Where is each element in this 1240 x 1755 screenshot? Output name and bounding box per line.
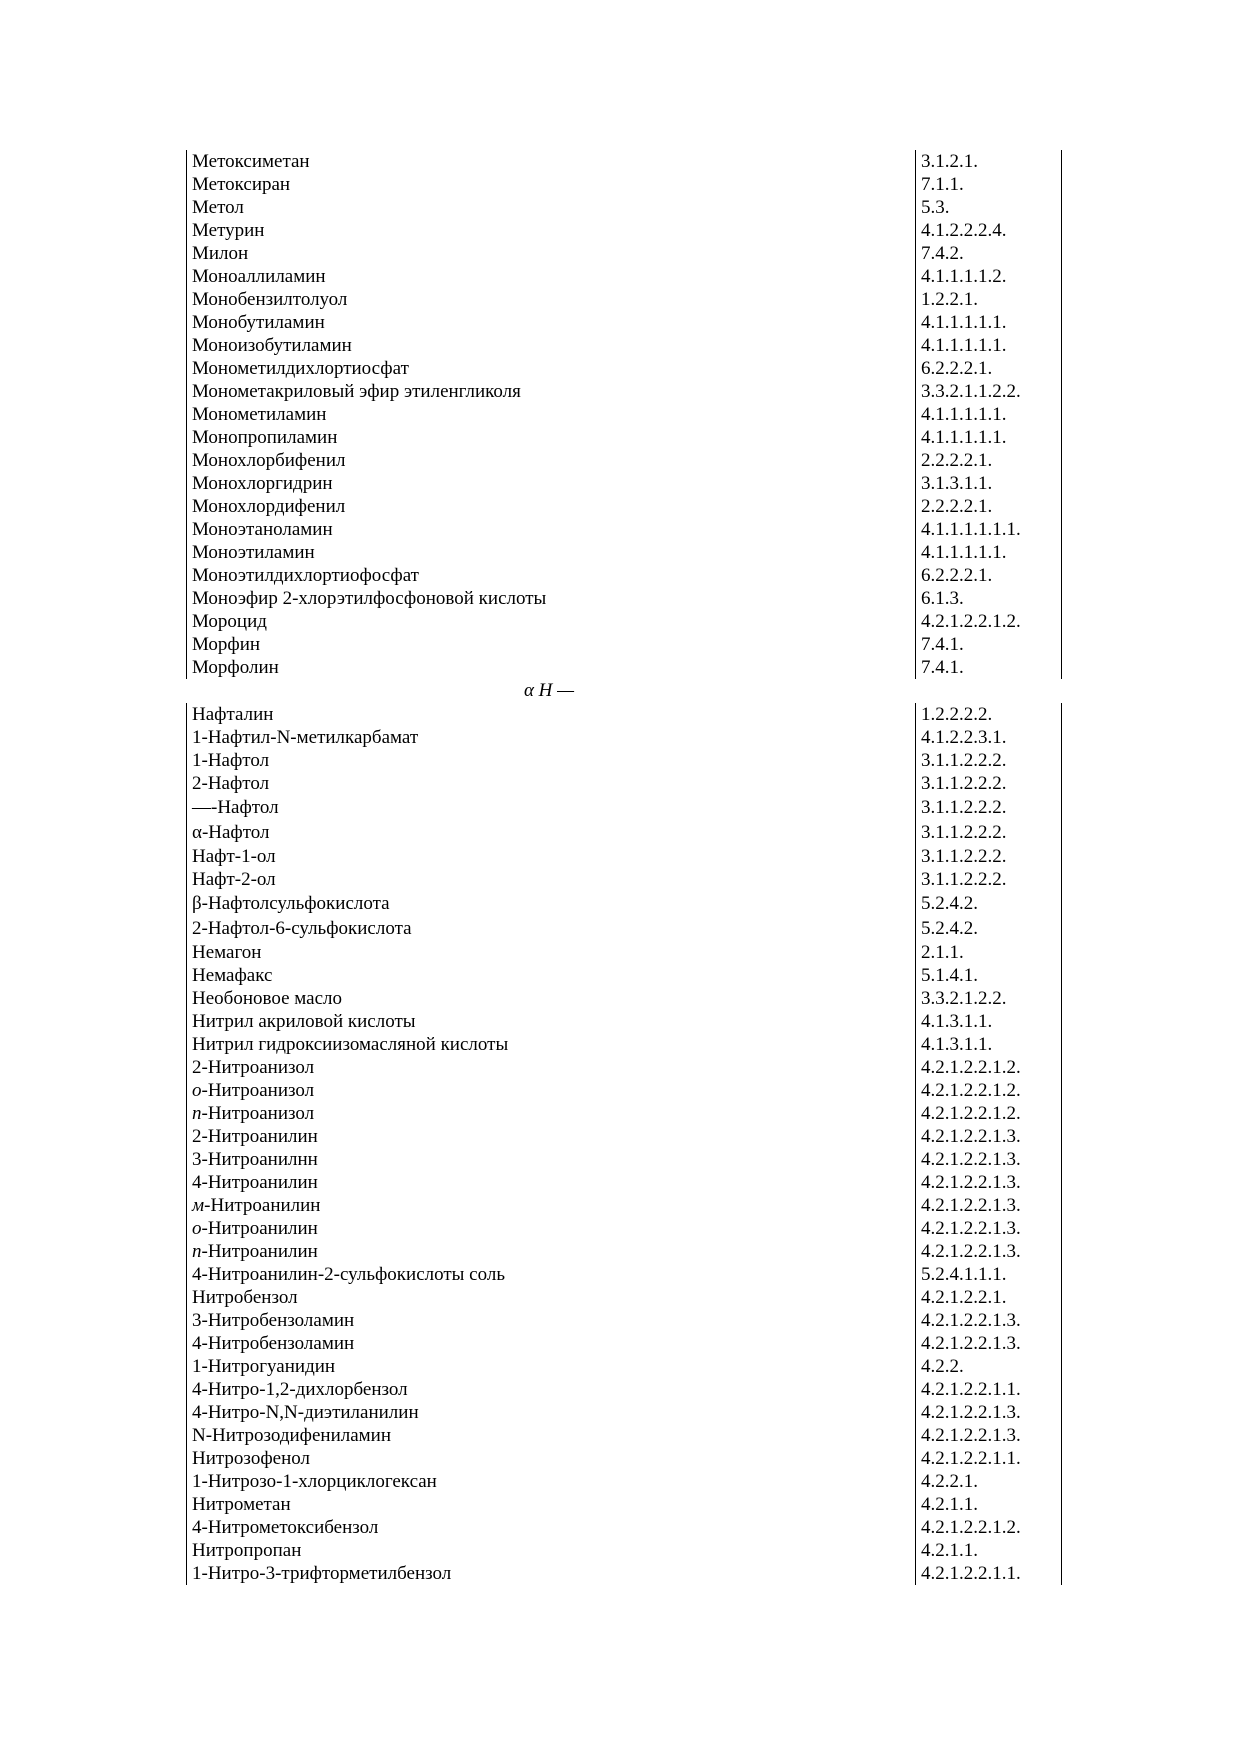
table-row bbox=[187, 1079, 1062, 1102]
table-row bbox=[187, 518, 1062, 541]
classification-code: 4.1.3.1.1. bbox=[916, 1033, 1062, 1056]
table-row bbox=[187, 633, 1062, 656]
section-header: α H — bbox=[523, 680, 575, 701]
table-row bbox=[187, 196, 1062, 219]
classification-code: 2.1.1. bbox=[916, 941, 1062, 964]
substance-name: 2-Нитроанилин bbox=[187, 1125, 916, 1148]
table-row bbox=[187, 426, 1062, 449]
classification-code: 3.1.1.2.2.2. bbox=[916, 795, 1062, 820]
substance-name: N-Нитрозодифениламин bbox=[187, 1424, 916, 1447]
table-row bbox=[187, 150, 1062, 173]
classification-code: 4.2.1.2.2.1.3. bbox=[916, 1401, 1062, 1424]
table-row bbox=[187, 820, 1062, 845]
substance-name: 2-Нафтол bbox=[187, 772, 916, 795]
substance-name: Монохлордифенил bbox=[187, 495, 916, 518]
table-row bbox=[187, 265, 1062, 288]
substance-name: Монобутиламин bbox=[187, 311, 916, 334]
substance-name: α-Нафтол bbox=[187, 820, 916, 845]
table-row bbox=[187, 1263, 1062, 1286]
classification-code: 4.1.1.1.1.1. bbox=[916, 311, 1062, 334]
substance-name: Немагон bbox=[187, 941, 916, 964]
classification-code: 4.2.1.2.2.1.1. bbox=[916, 1447, 1062, 1470]
substance-name bbox=[187, 1217, 916, 1240]
substance-name: Немафакс bbox=[187, 964, 916, 987]
table-row bbox=[187, 1516, 1062, 1539]
table-row bbox=[187, 795, 1062, 820]
classification-code: 3.1.1.2.2.2. bbox=[916, 749, 1062, 772]
classification-code: 4.2.1.2.2.1.3. bbox=[916, 1424, 1062, 1447]
classification-code: 4.2.1.2.2.1.2. bbox=[916, 1079, 1062, 1102]
substance-name: Морфолин bbox=[187, 656, 916, 679]
table-row bbox=[187, 380, 1062, 403]
substance-name: Нитрил гидроксиизомасляной кислоты bbox=[187, 1033, 916, 1056]
substance-name: Милон bbox=[187, 242, 916, 265]
substance-name: 1-Нитро-3-трифторметилбензол bbox=[187, 1562, 916, 1585]
classification-code: 4.2.1.2.2.1.3. bbox=[916, 1194, 1062, 1217]
classification-code: 4.2.1.2.2.1.3. bbox=[916, 1309, 1062, 1332]
substance-name: Моноэфир 2-хлорэтилфосфоновой кислоты bbox=[187, 587, 916, 610]
classification-code: 5.3. bbox=[916, 196, 1062, 219]
table-row bbox=[187, 891, 1062, 916]
substance-name: Монобензилтолуол bbox=[187, 288, 916, 311]
table-row bbox=[187, 1332, 1062, 1355]
table-row bbox=[187, 495, 1062, 518]
chemical-index-table bbox=[186, 150, 1062, 1585]
table-row bbox=[187, 288, 1062, 311]
classification-code: 4.2.1.2.2.1.2. bbox=[916, 1056, 1062, 1079]
substance-name: Нафт-2-ол bbox=[187, 868, 916, 891]
substance-name: 4-Нитро-N,N-диэтиланилин bbox=[187, 1401, 916, 1424]
classification-code: 4.2.2. bbox=[916, 1355, 1062, 1378]
substance-name bbox=[187, 1079, 916, 1102]
table-row bbox=[187, 1033, 1062, 1056]
classification-code: 4.2.1.2.2.1.2. bbox=[916, 610, 1062, 633]
table-row bbox=[187, 311, 1062, 334]
table-row bbox=[187, 173, 1062, 196]
classification-code: 4.2.1.1. bbox=[916, 1539, 1062, 1562]
table-row bbox=[187, 1125, 1062, 1148]
table-row bbox=[187, 334, 1062, 357]
classification-code: 6.1.3. bbox=[916, 587, 1062, 610]
classification-code: 6.2.2.2.1. bbox=[916, 357, 1062, 380]
classification-code: 4.2.1.2.2.1.2. bbox=[916, 1102, 1062, 1125]
classification-code: 3.1.1.2.2.2. bbox=[916, 772, 1062, 795]
isomer-prefix: о bbox=[192, 1080, 202, 1101]
table-row bbox=[187, 1286, 1062, 1309]
substance-name: Моноизобутиламин bbox=[187, 334, 916, 357]
table-row bbox=[187, 472, 1062, 495]
table-row bbox=[187, 1102, 1062, 1125]
table-row bbox=[187, 541, 1062, 564]
table-row bbox=[187, 964, 1062, 987]
classification-code: 4.2.2.1. bbox=[916, 1470, 1062, 1493]
classification-code: 5.2.4.2. bbox=[916, 891, 1062, 916]
substance-name bbox=[187, 1240, 916, 1263]
table-row bbox=[187, 564, 1062, 587]
table-row bbox=[187, 845, 1062, 868]
classification-code: 1.2.2.1. bbox=[916, 288, 1062, 311]
classification-code: 4.2.1.2.2.1.1. bbox=[916, 1378, 1062, 1401]
classification-code: 4.2.1.1. bbox=[916, 1493, 1062, 1516]
substance-name: Монометиламин bbox=[187, 403, 916, 426]
substance-name: Нитрозофенол bbox=[187, 1447, 916, 1470]
table-row bbox=[187, 1562, 1062, 1585]
table-row bbox=[187, 1194, 1062, 1217]
substance-name: 4-Нитро-1,2-дихлорбензол bbox=[187, 1378, 916, 1401]
substance-name: 4-Нитроанилин-2-сульфокислоты соль bbox=[187, 1263, 916, 1286]
table-row bbox=[187, 1240, 1062, 1263]
classification-code: 4.1.1.1.1.1. bbox=[916, 403, 1062, 426]
table-row bbox=[187, 1378, 1062, 1401]
table-row bbox=[187, 656, 1062, 679]
substance-name: Монохлорбифенил bbox=[187, 449, 916, 472]
substance-name: 4-Нитроанилин bbox=[187, 1171, 916, 1194]
classification-code: 4.2.1.2.2.1.1. bbox=[916, 1562, 1062, 1585]
isomer-prefix: м bbox=[192, 1195, 205, 1216]
table-row bbox=[187, 1424, 1062, 1447]
substance-name: Нитробензол bbox=[187, 1286, 916, 1309]
table-row bbox=[187, 610, 1062, 633]
classification-code: 4.1.1.1.1.2. bbox=[916, 265, 1062, 288]
substance-name: Моноэтаноламин bbox=[187, 518, 916, 541]
classification-code: 4.1.2.2.3.1. bbox=[916, 726, 1062, 749]
classification-code: 2.2.2.2.1. bbox=[916, 495, 1062, 518]
substance-name-rest: -Нитроанизол bbox=[201, 1080, 315, 1101]
substance-name-rest: -Нитроанизол bbox=[201, 1103, 315, 1124]
classification-code: 4.2.1.2.2.1.3. bbox=[916, 1217, 1062, 1240]
classification-code: 7.4.1. bbox=[916, 633, 1062, 656]
index-rows-n bbox=[187, 703, 1062, 1585]
isomer-prefix: п bbox=[192, 1241, 202, 1262]
substance-name: Монопропиламин bbox=[187, 426, 916, 449]
substance-name: Монометилдихлортиосфат bbox=[187, 357, 916, 380]
table-row bbox=[187, 242, 1062, 265]
classification-code: 3.3.2.1.2.2. bbox=[916, 987, 1062, 1010]
isomer-prefix: о bbox=[192, 1218, 202, 1239]
table-row bbox=[187, 1171, 1062, 1194]
classification-code: 5.2.4.1.1.1. bbox=[916, 1263, 1062, 1286]
substance-name: 1-Нитрозо-1-хлорциклогексан bbox=[187, 1470, 916, 1493]
classification-code: 2.2.2.2.1. bbox=[916, 449, 1062, 472]
substance-name: Нитрометан bbox=[187, 1493, 916, 1516]
substance-name: 1-Нафтил-N-метилкарбамат bbox=[187, 726, 916, 749]
table-row bbox=[187, 749, 1062, 772]
table-row bbox=[187, 987, 1062, 1010]
classification-code: 7.1.1. bbox=[916, 173, 1062, 196]
table-row bbox=[187, 1447, 1062, 1470]
classification-code: 5.1.4.1. bbox=[916, 964, 1062, 987]
classification-code: 4.2.1.2.2.1. bbox=[916, 1286, 1062, 1309]
table-row bbox=[187, 1539, 1062, 1562]
classification-code: 6.2.2.2.1. bbox=[916, 564, 1062, 587]
classification-code: 3.3.2.1.1.2.2. bbox=[916, 380, 1062, 403]
classification-code: 7.4.2. bbox=[916, 242, 1062, 265]
substance-name: Мороцид bbox=[187, 610, 916, 633]
classification-code: 4.2.1.2.2.1.3. bbox=[916, 1240, 1062, 1263]
table-row bbox=[187, 772, 1062, 795]
substance-name-rest: -Нитроанилин bbox=[204, 1195, 321, 1216]
classification-code: 4.1.1.1.1.1. bbox=[916, 334, 1062, 357]
table-row bbox=[187, 1010, 1062, 1033]
isomer-prefix: п bbox=[192, 1103, 202, 1124]
table-row bbox=[187, 868, 1062, 891]
table-row bbox=[187, 403, 1062, 426]
table-row bbox=[187, 587, 1062, 610]
substance-name: 4-Нитрометоксибензол bbox=[187, 1516, 916, 1539]
section-header-row bbox=[187, 679, 1062, 703]
substance-name: Монохлоргидрин bbox=[187, 472, 916, 495]
substance-name: Метурин bbox=[187, 219, 916, 242]
index-rows-m bbox=[187, 150, 1062, 679]
substance-name: 3-Нитробензоламин bbox=[187, 1309, 916, 1332]
section-divider bbox=[187, 679, 1062, 703]
substance-name: 2-Нафтол-6-сульфокислота bbox=[187, 916, 916, 941]
classification-code: 5.2.4.2. bbox=[916, 916, 1062, 941]
substance-name: Необоновое масло bbox=[187, 987, 916, 1010]
substance-name: Нитропропан bbox=[187, 1539, 916, 1562]
substance-name: Моноэтиламин bbox=[187, 541, 916, 564]
substance-name: Метоксиран bbox=[187, 173, 916, 196]
table-row bbox=[187, 1217, 1062, 1240]
substance-name-rest: -Нитроанилин bbox=[201, 1241, 318, 1262]
table-row bbox=[187, 1493, 1062, 1516]
substance-name-rest: -Нитроанилин bbox=[201, 1218, 318, 1239]
table-row bbox=[187, 1309, 1062, 1332]
table-row bbox=[187, 703, 1062, 726]
classification-code: 4.2.1.2.2.1.2. bbox=[916, 1516, 1062, 1539]
classification-code: 3.1.1.2.2.2. bbox=[916, 845, 1062, 868]
classification-code: 4.1.2.2.2.4. bbox=[916, 219, 1062, 242]
classification-code: 3.1.1.2.2.2. bbox=[916, 868, 1062, 891]
table-row bbox=[187, 1470, 1062, 1493]
classification-code: 3.1.2.1. bbox=[916, 150, 1062, 173]
substance-name: Нафт-1-ол bbox=[187, 845, 916, 868]
substance-name: Моноэтилдихлортиофосфат bbox=[187, 564, 916, 587]
classification-code: 4.2.1.2.2.1.3. bbox=[916, 1332, 1062, 1355]
table-row bbox=[187, 941, 1062, 964]
substance-name: 2-Нитроанизол bbox=[187, 1056, 916, 1079]
substance-name: 4-Нитробензоламин bbox=[187, 1332, 916, 1355]
substance-name: Монометакриловый эфир этиленгликоля bbox=[187, 380, 916, 403]
classification-code: 7.4.1. bbox=[916, 656, 1062, 679]
table-row bbox=[187, 219, 1062, 242]
substance-name bbox=[187, 1102, 916, 1125]
substance-name: 1-Нитрогуанидин bbox=[187, 1355, 916, 1378]
classification-code: 3.1.1.2.2.2. bbox=[916, 820, 1062, 845]
table-row bbox=[187, 726, 1062, 749]
substance-name: —-Нафтол bbox=[187, 795, 916, 820]
table-row bbox=[187, 357, 1062, 380]
classification-code: 4.2.1.2.2.1.3. bbox=[916, 1148, 1062, 1171]
table-row bbox=[187, 1401, 1062, 1424]
table-row bbox=[187, 1355, 1062, 1378]
substance-name: Нафталин bbox=[187, 703, 916, 726]
classification-code: 4.1.3.1.1. bbox=[916, 1010, 1062, 1033]
classification-code: 1.2.2.2.2. bbox=[916, 703, 1062, 726]
table-row bbox=[187, 1056, 1062, 1079]
classification-code: 3.1.3.1.1. bbox=[916, 472, 1062, 495]
table-row bbox=[187, 449, 1062, 472]
substance-name: β-Нафтолсульфокислота bbox=[187, 891, 916, 916]
table-row bbox=[187, 1148, 1062, 1171]
classification-code: 4.1.1.1.1.1. bbox=[916, 426, 1062, 449]
classification-code: 4.2.1.2.2.1.3. bbox=[916, 1171, 1062, 1194]
substance-name: Метоксиметан bbox=[187, 150, 916, 173]
substance-name: Нитрил акриловой кислоты bbox=[187, 1010, 916, 1033]
classification-code: 4.1.1.1.1.1.1. bbox=[916, 518, 1062, 541]
substance-name: Морфин bbox=[187, 633, 916, 656]
substance-name: Моноаллиламин bbox=[187, 265, 916, 288]
substance-name: Метол bbox=[187, 196, 916, 219]
substance-name: 1-Нафтол bbox=[187, 749, 916, 772]
substance-name bbox=[187, 1194, 916, 1217]
classification-code: 4.1.1.1.1.1. bbox=[916, 541, 1062, 564]
table-row bbox=[187, 916, 1062, 941]
classification-code: 4.2.1.2.2.1.3. bbox=[916, 1125, 1062, 1148]
substance-name: 3-Нитроанилнн bbox=[187, 1148, 916, 1171]
